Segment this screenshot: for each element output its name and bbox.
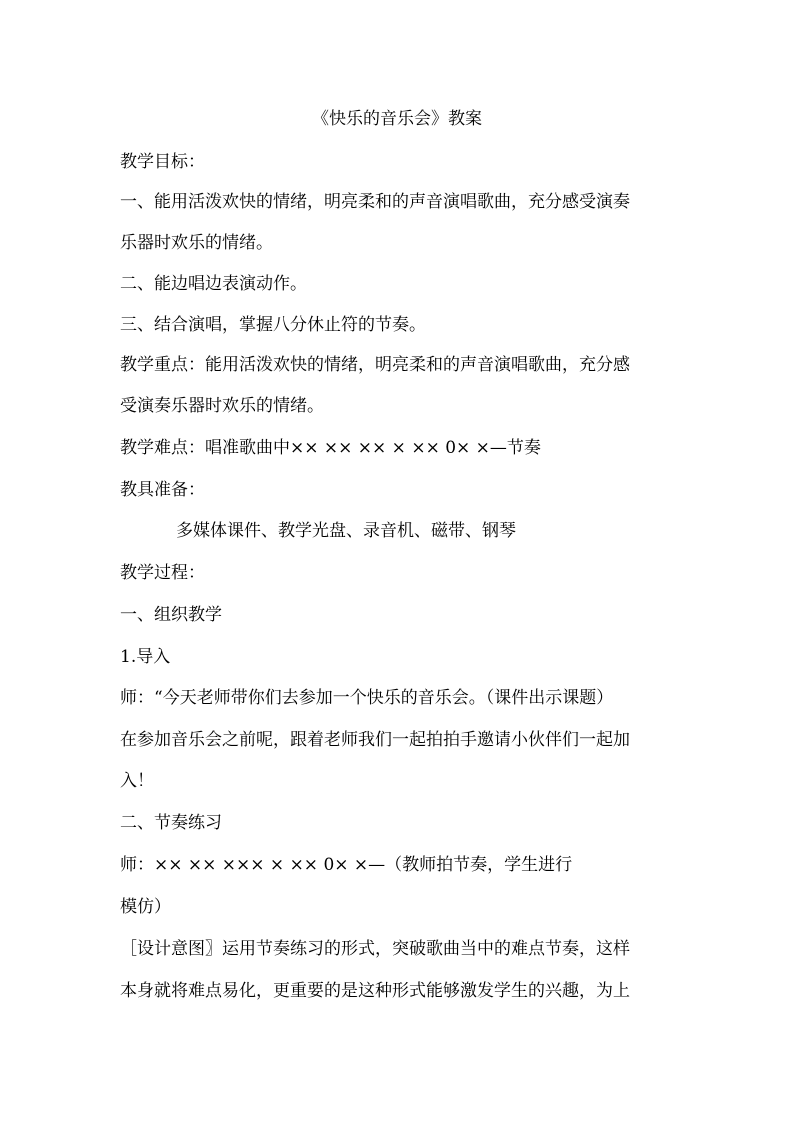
text-line: 一、能用活泼欢快的情绪，明亮柔和的声音演唱歌曲，充分感受演奏 — [120, 192, 630, 212]
text-line: 师：×× ×× ××× × ×× 0× ×—（教师拍节奏，学生进行 — [120, 855, 573, 875]
text-line: 教学过程： — [120, 563, 205, 583]
text-line: 受演奏乐器时欢乐的情绪。 — [120, 396, 324, 416]
text-line: 二、节奏练习 — [120, 813, 222, 833]
text-line: 教学难点：唱准歌曲中×× ×× ×× × ×× 0× ×—节奏 — [120, 438, 541, 458]
text-line: 教具准备： — [120, 480, 205, 500]
text-line: 模仿） — [120, 897, 171, 917]
text-line: 师：“今天老师带你们去参加一个快乐的音乐会。（课件出示课题） — [120, 688, 614, 708]
text-line: 教学重点：能用活泼欢快的情绪，明亮柔和的声音演唱歌曲，充分感 — [120, 355, 630, 375]
text-line: ［设计意图〗运用节奏练习的形式，突破歌曲当中的难点节奏，这样 — [120, 939, 630, 959]
text-line: 乐器时欢乐的情绪。 — [120, 233, 273, 253]
text-line: 入！ — [120, 771, 154, 791]
text-line: 教学目标： — [120, 152, 205, 172]
text-line: 三、结合演唱，掌握八分休止符的节奏。 — [120, 315, 426, 335]
text-line: 二、能边唱边表演动作。 — [120, 274, 307, 294]
text-line: 本身就将难点易化，更重要的是这种形式能够激发学生的兴趣，为上 — [120, 981, 630, 1001]
text-line: 1.导入 — [120, 647, 171, 667]
document-title: 《快乐的音乐会》教案 — [312, 109, 482, 129]
text-line: 一、组织教学 — [120, 605, 222, 625]
text-line: 在参加音乐会之前呢，跟着老师我们一起拍拍手邀请小伙伴们一起加 — [120, 730, 630, 750]
text-line: 多媒体课件、教学光盘、录音机、磁带、钢琴 — [176, 521, 516, 541]
